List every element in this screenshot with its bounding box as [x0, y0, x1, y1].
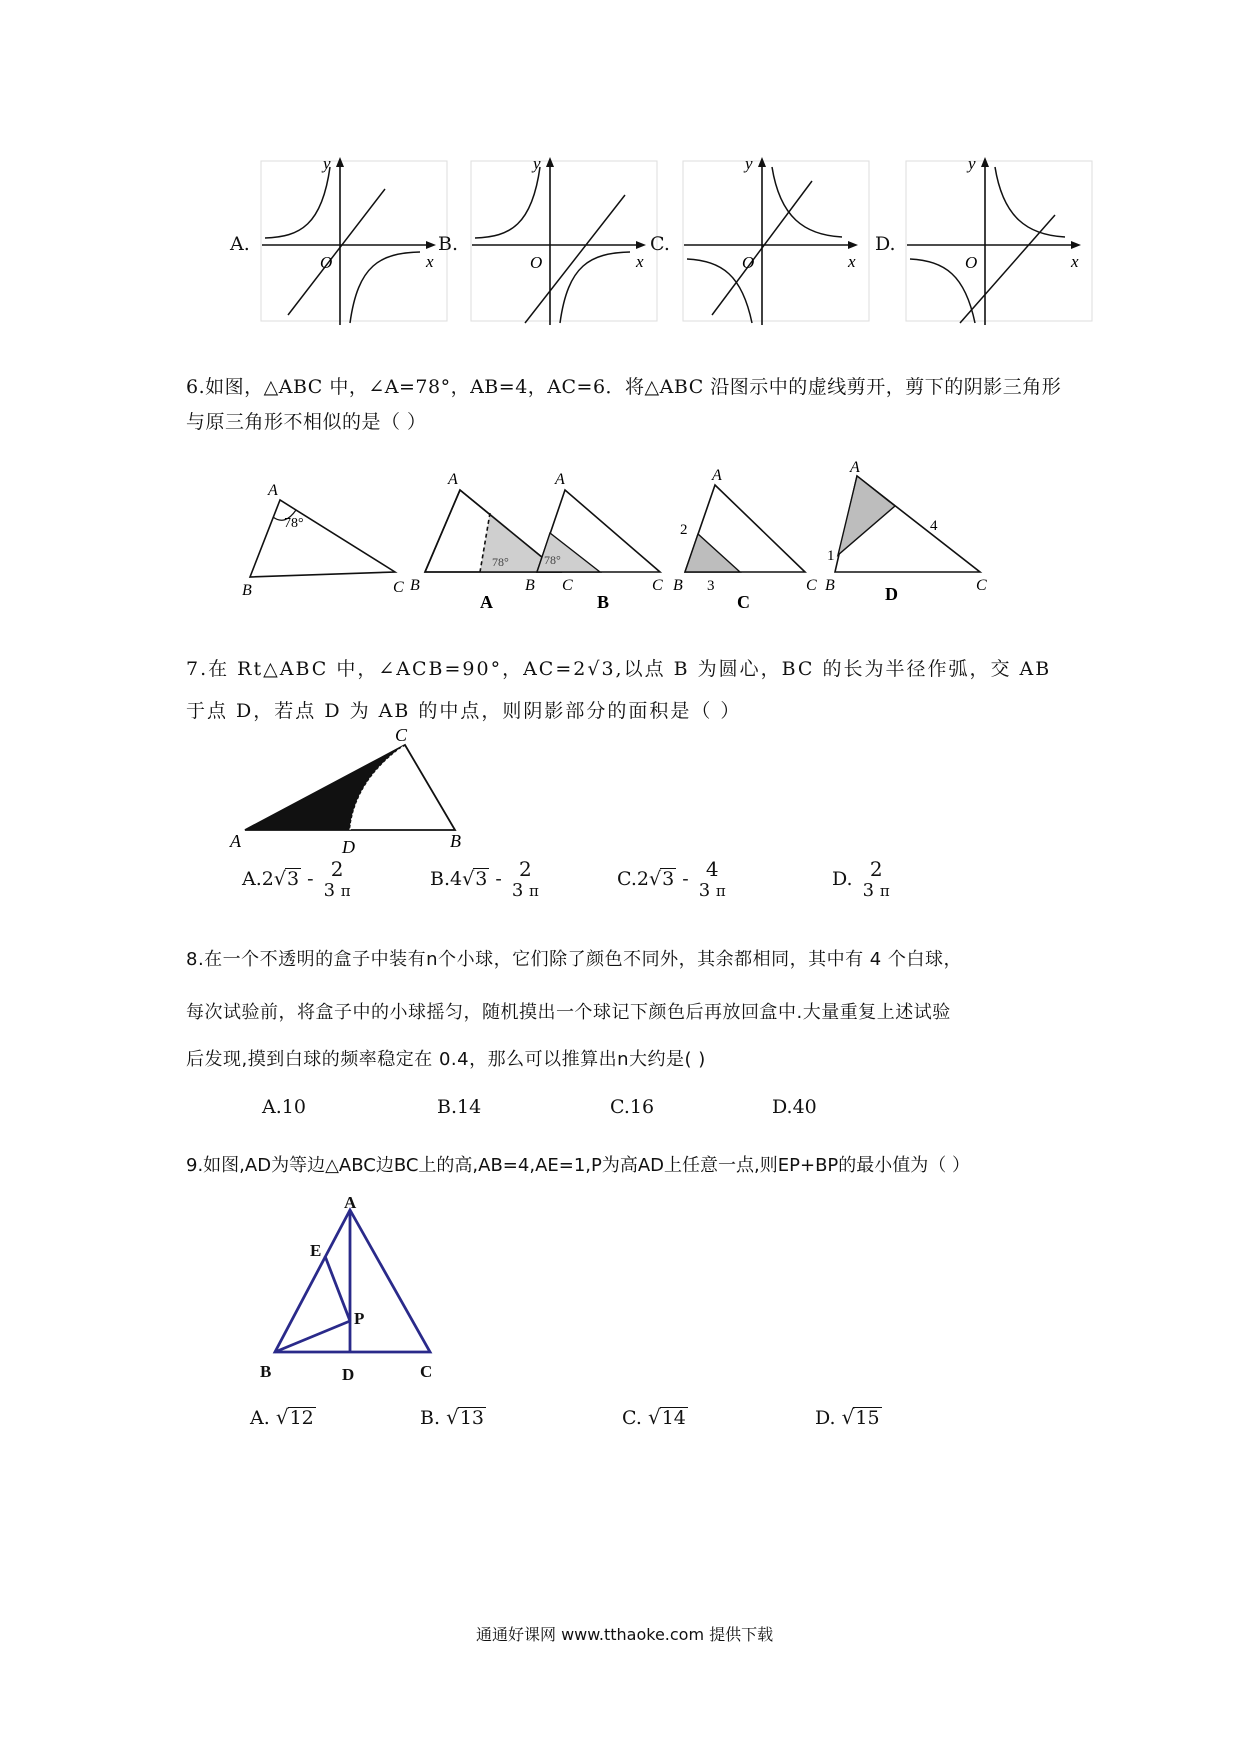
q6-fig-b-vertex-b: B [525, 577, 535, 594]
q6-fig-a-vertex-a: A [448, 471, 458, 488]
q6-fig-d-n2: 4 [930, 518, 938, 534]
q8-line3: 后发现,摸到白球的频率稳定在 0.4，那么可以推算出n大约是( ) [186, 1049, 706, 1070]
q7-option-a-coef: 2 [261, 868, 274, 890]
q7-option-b-minus: - [495, 868, 502, 890]
q7-option-d-fraction: 2 3 π [862, 857, 890, 901]
q6-fig-c-n2: 3 [707, 578, 715, 594]
sqrt-icon: √ [275, 1405, 289, 1429]
q9-label-a: A [344, 1193, 357, 1212]
q6-fig-b [525, 471, 663, 610]
q9-option-a[interactable] [250, 1405, 316, 1429]
q6-fig-c-vertex-a: A [712, 467, 722, 484]
q7-text-line2: 于点 D，若点 D 为 AB 的中点，则阴影部分的面积是（ ） [186, 700, 742, 722]
q6-fig-c [673, 467, 817, 610]
q6-main-triangle [242, 482, 404, 599]
q6-fig-c-vertex-b: B [673, 577, 683, 594]
q5-a-x-label: x [426, 252, 434, 271]
q6-fig-d-vertex-a: A [850, 460, 860, 476]
q7-option-b-coef: 4 [450, 868, 463, 890]
q5-option-c-label: C. [650, 233, 670, 255]
q7-option-c-label: C. [617, 868, 637, 890]
q5-c-x-label: x [848, 252, 856, 271]
q7-option-d[interactable] [832, 858, 894, 902]
q7-option-a[interactable] [242, 858, 355, 902]
q5-d-origin-label: O [965, 253, 978, 272]
q5-d-x-label: x [1071, 252, 1079, 271]
q9-option-a-label: A. [250, 1407, 270, 1429]
q8-option-a[interactable]: A.10 [262, 1096, 306, 1118]
q6-fig-d-n1: 1 [827, 548, 835, 564]
q7-option-c[interactable] [617, 858, 730, 902]
q7-label-d: D [342, 837, 355, 857]
q5-a-y-label: y [323, 155, 331, 173]
q9-text: 9.如图,AD为等边△ABC边BC上的高,AB=4,AE=1,P为高AD上任意一点,则EP+BP的最小值为（ ） [186, 1155, 970, 1176]
q6-main-c: C [393, 579, 404, 596]
q8-option-b[interactable]: B.14 [437, 1096, 482, 1118]
q7-option-b[interactable] [430, 858, 543, 902]
q7-option-b-label: B. [430, 868, 451, 890]
q9-option-b-rad: 13 [459, 1407, 484, 1429]
q8-option-d[interactable]: D.40 [772, 1096, 817, 1118]
q6-fig-a-vertex-c: C [562, 577, 573, 594]
q9-option-b-label: B. [420, 1407, 441, 1429]
q7-option-a-fraction: 2 3 π [323, 857, 351, 901]
q5-option-d-label: D. [875, 233, 896, 255]
q9-option-d-label: D. [815, 1407, 836, 1429]
sqrt-icon: √ [462, 868, 475, 890]
q5-graph-options [220, 155, 1100, 330]
q5-a-origin-label: O [320, 253, 333, 272]
q7-label-a: A [230, 831, 241, 851]
q5-graph-c [682, 155, 872, 330]
sqrt-icon: √ [841, 1405, 855, 1429]
q7-option-d-label: D. [832, 868, 853, 890]
q6-figures [240, 460, 1120, 610]
q5-c-origin-label: O [742, 253, 755, 272]
q9-option-c-label: C. [622, 1407, 642, 1429]
q6-fig-b-label: B [597, 592, 610, 610]
q7-option-c-minus: - [682, 868, 689, 890]
q6-text-line1: 6.如图，△ABC 中，∠A=78°，AB=4，AC=6．将△ABC 沿图示中的虚线剪开，剪下的阴影三角形 [186, 376, 1062, 398]
q7-option-a-minus: - [307, 868, 314, 890]
q7-option-c-coef: 2 [636, 868, 649, 890]
q5-b-origin-label: O [530, 253, 543, 272]
q5-graph-a [260, 155, 450, 330]
q7-option-c-fraction: 4 3 π [698, 857, 726, 901]
q6-main-angle: 78° [284, 516, 304, 531]
q6-fig-b-angle: 78° [544, 553, 561, 567]
q6-fig-c-label: C [737, 592, 750, 610]
q5-option-b-label: B. [438, 233, 459, 255]
q9-option-c-rad: 14 [661, 1407, 686, 1429]
q9-option-d-rad: 15 [855, 1407, 880, 1429]
q8-line2: 每次试验前，将盒子中的小球摇匀，随机摸出一个球记下颜色后再放回盒中.大量重复上述试验 [186, 1002, 951, 1023]
q7-text-line1: 7.在 Rt△ABC 中，∠ACB=90°，AC=2√3,以点 B 为圆心，BC 的长为半径作弧，交 AB [186, 658, 1052, 680]
q9-option-d[interactable] [815, 1405, 882, 1429]
q6-main-a: A [268, 482, 278, 499]
q6-fig-c-vertex-c: C [806, 577, 817, 594]
q6-fig-a-vertex-b: B [410, 577, 420, 594]
q5-graph-d [905, 155, 1095, 330]
q9-label-d: D [342, 1365, 355, 1384]
q5-c-y-label: y [745, 155, 753, 173]
q7-label-c: C [395, 725, 408, 745]
q6-main-b: B [242, 582, 252, 599]
q9-figure [250, 1190, 480, 1390]
q6-fig-d-label: D [885, 584, 898, 604]
q9-option-a-rad: 12 [289, 1407, 314, 1429]
q5-graph-b [470, 155, 660, 330]
q6-fig-d-vertex-c: C [976, 577, 987, 594]
sqrt-icon: √ [446, 1405, 459, 1429]
q5-d-y-label: y [968, 155, 976, 173]
q6-fig-c-n1: 2 [680, 522, 688, 538]
q7-option-c-rad: 3 [662, 868, 675, 890]
q9-label-e: E [310, 1241, 322, 1260]
sqrt-icon: √ [273, 868, 286, 890]
q5-b-x-label: x [636, 252, 644, 271]
q8-option-c[interactable]: C.16 [610, 1096, 655, 1118]
sqrt-icon: √ [649, 868, 662, 890]
q6-fig-a-label: A [480, 592, 493, 610]
q6-text-line2: 与原三角形不相似的是（ ） [186, 411, 427, 433]
q6-fig-d-vertex-b: B [825, 577, 835, 594]
q7-label-b: B [450, 831, 461, 851]
q7-option-a-rad: 3 [286, 868, 300, 890]
q7-figure [225, 725, 475, 860]
q9-label-p: P [354, 1309, 365, 1328]
q6-fig-a-angle: 78° [492, 555, 509, 569]
q6-fig-b-vertex-a: A [555, 471, 565, 488]
q6-fig-d [825, 460, 987, 604]
q7-option-b-rad: 3 [475, 868, 488, 890]
q5-option-a-label: A. [230, 233, 250, 255]
q8-line1: 8.在一个不透明的盒子中装有n个小球，它们除了颜色不同外，其余都相同，其中有 4 个白球， [186, 949, 962, 970]
q9-option-b[interactable] [420, 1405, 486, 1429]
q6-fig-b-vertex-c: C [652, 577, 663, 594]
q5-b-y-label: y [533, 155, 541, 173]
q9-option-c[interactable] [622, 1405, 688, 1429]
q9-label-c: C [420, 1362, 433, 1381]
q9-label-b: B [260, 1362, 272, 1381]
footer-source: 通通好课网 www.tthaoke.com 提供下载 [476, 1625, 774, 1644]
q7-option-b-fraction: 2 3 π [511, 857, 539, 901]
sqrt-icon: √ [647, 1405, 661, 1429]
q7-option-a-label: A. [242, 868, 262, 890]
